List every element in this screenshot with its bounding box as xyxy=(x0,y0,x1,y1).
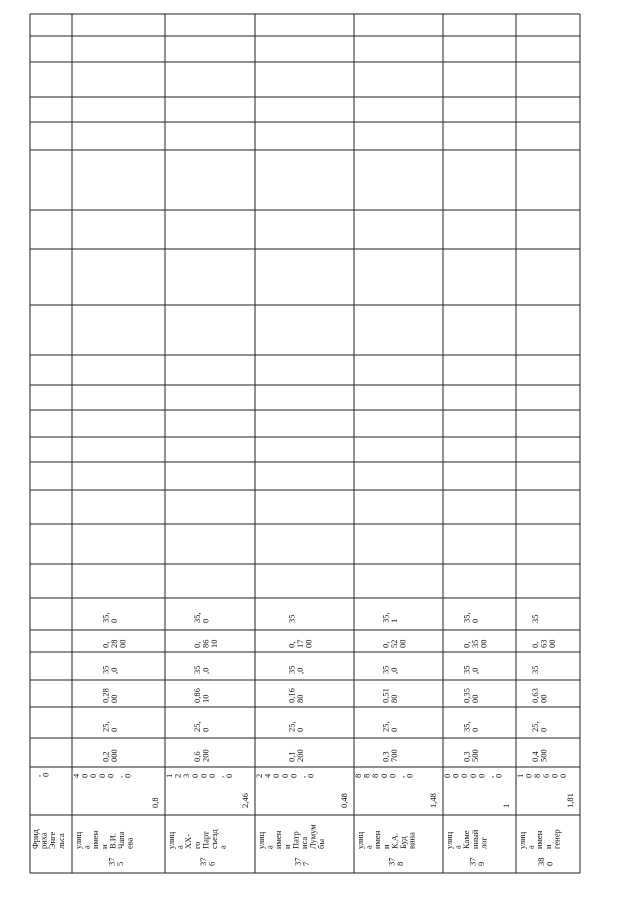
value-col7-2 xyxy=(287,688,306,703)
value-col8-1-text: 35,0 xyxy=(192,665,211,674)
value-col5-4-text: 0,3500 xyxy=(461,749,481,762)
length-value-0 xyxy=(150,797,160,808)
value-col4-1 xyxy=(164,774,234,778)
value-col8-5-text: 35 xyxy=(530,665,540,674)
value-col9-5-text: 0,6300 xyxy=(530,639,558,648)
row-number-3 xyxy=(387,858,406,867)
length-value-0-text: 0,8 xyxy=(150,797,160,808)
value-col8-0-text: 35,0 xyxy=(100,665,120,674)
street-name-5 xyxy=(517,829,561,849)
value-col8-0 xyxy=(101,666,120,675)
street-name-4 xyxy=(444,829,488,849)
value-col6-5-text: 25,0 xyxy=(530,721,549,732)
row-number-5 xyxy=(536,858,555,867)
value-col7-2-text: 0,1680 xyxy=(286,688,306,703)
value-col4-0-text: 40000,0 xyxy=(71,773,133,778)
value-col7-3 xyxy=(381,688,400,703)
value-col9-3-text: 0,5200 xyxy=(380,639,408,648)
value-col9-3 xyxy=(381,640,408,649)
value-col7-0 xyxy=(101,688,120,703)
street-name-0-text: улицаимениВ.И.Чапаева xyxy=(73,830,135,849)
length-value-2-text: 0,48 xyxy=(339,793,349,808)
value-col5-1 xyxy=(192,749,211,762)
header-label-cell-text: ФридрихаЭнгельса xyxy=(30,829,66,849)
street-name-1 xyxy=(166,829,228,849)
value-col7-1 xyxy=(192,688,211,703)
value-col10-0-text: 35,0 xyxy=(100,612,120,623)
value-col10-0 xyxy=(101,612,120,623)
value-col4-3 xyxy=(353,774,415,778)
value-col7-4-text: 0,3500 xyxy=(461,688,481,703)
value-col5-2-text: 0,1200 xyxy=(286,749,306,762)
length-value-5 xyxy=(565,793,575,808)
value-col10-4-text: 35,0 xyxy=(461,612,481,623)
value-col5-3-text: 0,3700 xyxy=(380,749,400,762)
length-value-4 xyxy=(501,804,511,808)
value-col4-5 xyxy=(515,774,568,778)
value-col6-4 xyxy=(462,721,481,732)
value-col7-4 xyxy=(462,688,481,703)
row-number-1 xyxy=(198,858,217,867)
value-col6-3 xyxy=(381,721,400,732)
value-col9-2 xyxy=(287,640,314,649)
value-col10-2 xyxy=(287,615,297,624)
street-name-3 xyxy=(355,830,417,849)
row-number-0 xyxy=(107,858,126,867)
header-marker-text: ,0 xyxy=(32,772,51,777)
row-number-1-text: 376 xyxy=(198,857,217,866)
value-col5-3 xyxy=(381,749,400,762)
table-cells xyxy=(30,612,575,866)
length-value-4-text: 1 xyxy=(501,803,511,808)
table-grid xyxy=(30,14,580,873)
value-col8-4 xyxy=(462,666,481,675)
value-col5-5-text: 0,4500 xyxy=(530,749,549,762)
value-col5-0-text: 0,2000 xyxy=(100,749,120,762)
value-col7-5-text: 0,6300 xyxy=(530,688,549,703)
value-col8-3 xyxy=(381,666,400,675)
value-col9-5 xyxy=(530,640,557,649)
value-col6-5 xyxy=(530,721,549,732)
value-col10-2-text: 35 xyxy=(286,614,297,623)
value-col8-5 xyxy=(530,666,540,675)
length-value-1-text: 2,46 xyxy=(240,793,250,808)
value-col9-2-text: 0,1700 xyxy=(286,639,314,648)
value-col10-3 xyxy=(381,612,400,623)
row-number-3-text: 378 xyxy=(386,857,406,866)
value-col7-1-text: 0,8610 xyxy=(192,688,211,703)
street-name-1-text: улицаXX-гоПартсъезда xyxy=(166,829,228,849)
value-col4-2 xyxy=(254,773,316,778)
row-number-2 xyxy=(293,858,312,867)
value-col6-0-text: 25,0 xyxy=(100,721,120,732)
value-col4-2-text: 24000,0 xyxy=(254,773,316,778)
value-col7-0-text: 0,2800 xyxy=(100,688,120,703)
header-marker xyxy=(32,773,51,777)
length-value-1 xyxy=(240,793,250,808)
value-col4-0 xyxy=(71,773,133,778)
row-number-4-text: 379 xyxy=(467,857,487,866)
value-col6-1 xyxy=(192,721,211,732)
value-col7-5 xyxy=(530,688,549,703)
street-name-0 xyxy=(73,830,135,849)
value-col10-1 xyxy=(192,612,211,623)
value-col5-1-text: 0,6200 xyxy=(192,749,211,762)
row-number-4 xyxy=(468,858,487,867)
value-col10-5 xyxy=(530,615,540,624)
street-name-4-text: улицаКаменныйлог xyxy=(444,829,489,849)
value-col5-2 xyxy=(287,749,306,762)
value-col10-1-text: 35,0 xyxy=(192,612,211,623)
value-col9-1 xyxy=(192,640,219,649)
value-col6-0 xyxy=(101,721,120,732)
value-col8-4-text: 35,0 xyxy=(461,665,481,674)
value-col9-0-text: 0,2800 xyxy=(100,639,128,648)
row-number-2-text: 377 xyxy=(292,857,312,866)
value-col10-4 xyxy=(462,612,481,623)
street-name-2 xyxy=(256,824,326,849)
value-col6-1-text: 25,0 xyxy=(192,721,211,732)
row-number-5-text: 380 xyxy=(536,857,555,866)
value-col4-3-text: 88800,0 xyxy=(353,773,415,778)
value-col5-5 xyxy=(530,749,549,762)
value-col8-3-text: 35,0 xyxy=(380,665,400,674)
value-col6-3-text: 25,0 xyxy=(380,721,400,732)
value-col4-4-text: 00000,0 xyxy=(442,773,504,778)
row-number-0-text: 375 xyxy=(106,857,126,866)
value-col4-5-text: 108600 xyxy=(515,773,568,778)
value-col8-1 xyxy=(192,666,211,675)
length-value-2 xyxy=(339,793,349,808)
value-col5-4 xyxy=(462,749,481,762)
value-col6-4-text: 35,0 xyxy=(461,721,481,732)
length-value-3-text: 1,48 xyxy=(428,793,438,808)
length-value-5-text: 1,81 xyxy=(565,793,575,808)
value-col8-2 xyxy=(287,666,306,675)
value-col9-0 xyxy=(101,640,128,649)
length-value-3 xyxy=(428,793,438,808)
value-col8-2-text: 35,0 xyxy=(286,665,306,674)
street-name-3-text: улицаимениК.А.Будвина xyxy=(355,830,417,849)
value-col6-2-text: 25,0 xyxy=(286,721,306,732)
value-col9-4-text: 0,3500 xyxy=(461,639,489,648)
value-col9-1-text: 0,8610 xyxy=(192,639,220,648)
header-label-cell xyxy=(30,828,66,849)
value-col5-0 xyxy=(101,749,120,762)
value-col7-3-text: 0,5180 xyxy=(380,688,400,703)
street-name-5-text: улицаименигенер xyxy=(517,829,562,849)
value-col4-1-text: 123000,0 xyxy=(164,773,235,778)
street-name-2-text: улицаимениПатрисаЛумумбы xyxy=(256,824,327,849)
value-col6-2 xyxy=(287,721,306,732)
value-col4-4 xyxy=(442,774,504,778)
value-col9-4 xyxy=(462,640,489,649)
value-col10-5-text: 35 xyxy=(530,614,540,623)
value-col10-3-text: 35,1 xyxy=(380,612,400,623)
